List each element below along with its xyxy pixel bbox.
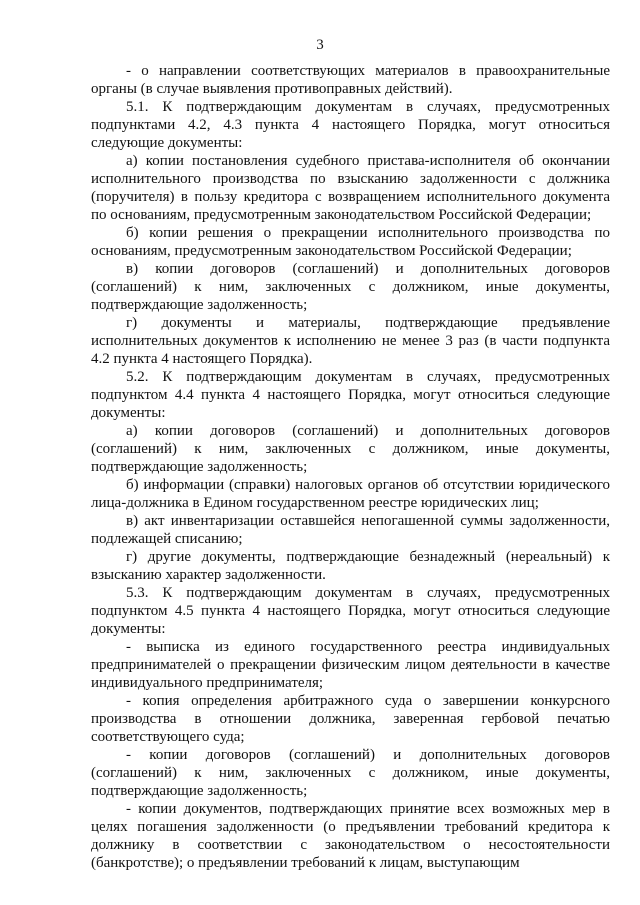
paragraph: а) копии постановления судебного пристава-исполнителя об окончании исполнительного производства по взысканию задолженности с должника (поручителя) в пользу кредитора с возвращением исполнительного документа по основаниям, предусмотренным законодательством Российской Федерации; [91, 153, 610, 223]
paragraph: - копии договоров (соглашений) и дополнительных договоров (соглашений) к ним, заключенных с должником, иные документы, подтверждающие задолженность; [91, 747, 610, 799]
paragraph: а) копии договоров (соглашений) и дополнительных договоров (соглашений) к ним, заключенных с должником, иные документы, подтверждающие задолженность; [91, 423, 610, 475]
paragraph: 5.2. К подтверждающим документам в случаях, предусмотренных подпунктом 4.4 пункта 4 настоящего Порядка, могут относиться следующие документы: [91, 369, 610, 421]
paragraph: 5.1. К подтверждающим документам в случаях, предусмотренных подпунктами 4.2, 4.3 пункта 4 настоящего Порядка, могут относиться следующие документы: [91, 99, 610, 151]
paragraph: 5.3. К подтверждающим документам в случаях, предусмотренных подпунктом 4.5 пункта 4 настоящего Порядка, могут относиться следующие документы: [91, 585, 610, 637]
paragraph: - выписка из единого государственного реестра индивидуальных предпринимателей о прекращении физическим лицом деятельности в качестве индивидуального предпринимателя; [91, 639, 610, 691]
paragraph: - копии документов, подтверждающих принятие всех возможных мер в целях погашения задолженности (о предъявлении требований кредитора к должнику в соответствии с законодательством о несостоятельности (банкротстве); о предъявлении требований к лицам, выступающим [91, 801, 610, 871]
paragraph: б) копии решения о прекращении исполнительного производства по основаниям, предусмотренным законодательством Российской Федерации; [91, 225, 610, 259]
paragraph: б) информации (справки) налоговых органов об отсутствии юридического лица-должника в Едином государственном реестре юридических лиц; [91, 477, 610, 511]
paragraph: - копия определения арбитражного суда о завершении конкурсного производства в отношении должника, заверенная гербовой печатью соответствующего суда; [91, 693, 610, 745]
paragraph: г) документы и материалы, подтверждающие предъявление исполнительных документов к исполнению не менее 3 раз (в части подпункта 4.2 пункта 4 настоящего Порядка). [91, 315, 610, 367]
page-number: 3 [316, 37, 324, 53]
paragraph: - о направлении соответствующих материалов в правоохранительные органы (в случае выявления противоправных действий). [91, 63, 610, 97]
paragraph: г) другие документы, подтверждающие безнадежный (нереальный) к взысканию характер задолженности. [91, 549, 610, 583]
document-body [91, 62, 610, 872]
paragraph: в) акт инвентаризации оставшейся непогашенной суммы задолженности, подлежащей списанию; [91, 513, 610, 547]
paragraph: в) копии договоров (соглашений) и дополнительных договоров (соглашений) к ним, заключенных с должником, иные документы, подтверждающие задолженность; [91, 261, 610, 313]
